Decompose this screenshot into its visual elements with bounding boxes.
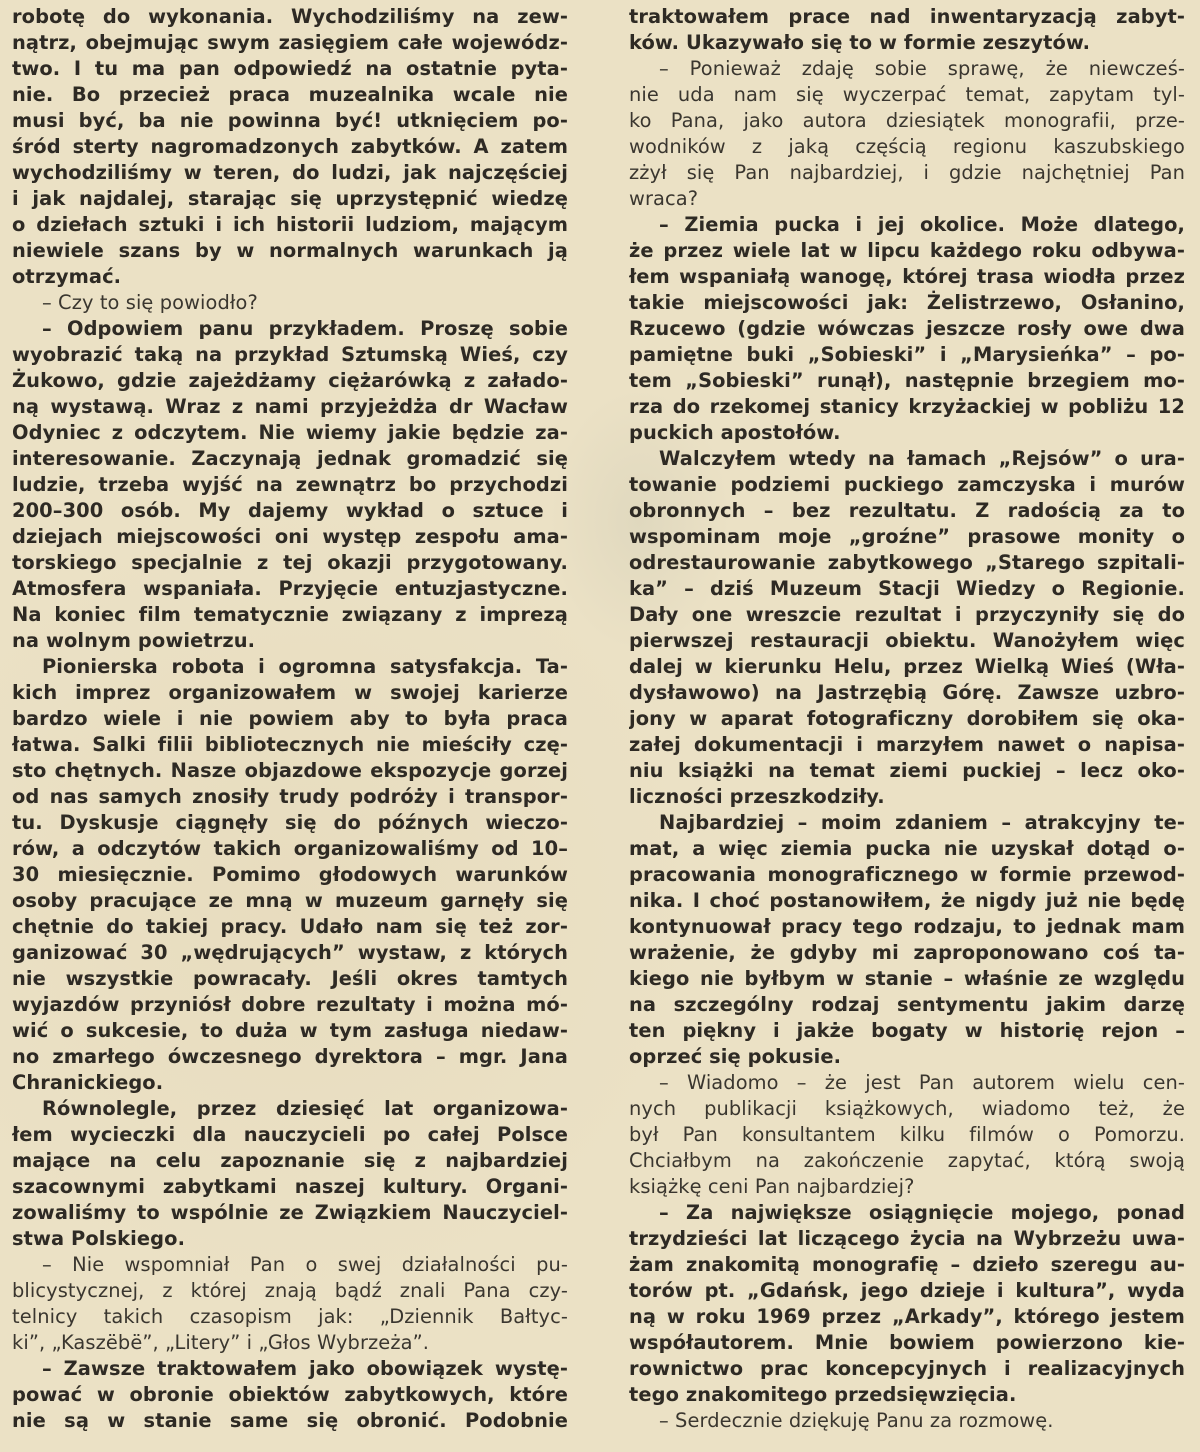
answer-text-line: wyjazdów przyniósł dobre rezultaty i można mó- [12,993,568,1016]
answer-text-line: ka” – dziś Muzeum Stacji Wiedzy o Regionie. [629,577,1185,600]
answer-text-line: tu. Dyskusje ciągnęły się do późnych wieczo- [12,811,568,834]
interviewer-question-line: – Serdecznie dziękuję Panu za rozmowę. [659,1409,1054,1432]
interviewer-question-line: – Wiadomo – że jest Pan autorem wielu cen- [659,1071,1185,1094]
answer-text-line: interesowanie. Zaczynają jednak gromadzić się [12,447,568,470]
answer-text-line: szacownymi zabytkami naszej kultury. Organi- [12,1175,568,1198]
answer-text-line: wić o sukcesie, to duża w tym zasługa niedaw- [12,1019,568,1042]
answer-text-line: 30 miesięcznie. Pomimo głodowych warunków [12,863,568,886]
answer-text-line: stwa Polskiego. [12,1227,186,1250]
answer-text-line: współautorem. Mnie bowiem powierzono kie- [629,1331,1185,1354]
answer-text-line: oprzeć się pokusie. [629,1045,842,1068]
answer-text-line: osoby pracujące ze mną w muzeum garnęły się [12,889,568,912]
interviewer-question-line: był Pan konsultantem kilku filmów o Pomorzu. [629,1123,1185,1146]
answer-text-line: Równolegle, przez dziesięć lat organizowa- [42,1097,568,1120]
answer-text-line: wyobrazić taką na przykład Sztumską Wieś, czy [12,343,568,366]
answer-text-line: two. I tu ma pan odpowiedź na ostatnie pyta- [12,57,568,80]
answer-text-line: mające na celu zapoznanie się z najbardziej [12,1149,568,1172]
answer-text-line: wspominam moje „groźne” prasowe monity o [629,525,1185,548]
interviewer-question-line: – Ponieważ zdaję sobie sprawę, że niewcześ- [659,57,1185,80]
answer-text-line: żam znakomitą monografię – dzieło szeregu au- [629,1253,1185,1276]
answer-text-line: robotę do wykonania. Wychodziliśmy na zew- [12,5,568,28]
answer-text-line: pamiętne buki „Sobieski” i „Marysieńka” – po- [629,343,1185,366]
answer-text-line: pować w obronie obiektów zabytkowych, które [12,1383,568,1406]
answer-text-line: dysławowo) na Jastrzębią Górę. Zawsze uzbro- [629,681,1185,704]
interviewer-question-line: zżył się Pan najbardziej, i gdzie najchętniej Pan [629,161,1185,184]
answer-text-line: Chranickiego. [12,1071,164,1094]
answer-text-line: od nas samych znosiły trudy podróży i transpor- [12,785,568,808]
interviewer-question-line: Chciałbym na zakończenie zapytać, którą swoją [629,1149,1185,1172]
answer-text-line: jony w aparat fotograficzny dorobiłem się oka- [629,707,1185,730]
answer-text-line: na wolnym powietrzu. [12,629,256,652]
answer-text-line: łem wycieczki dla nauczycieli po całej Polsce [12,1123,568,1146]
answer-text-line: otrzymać. [12,265,122,288]
answer-text-line: ganizować 30 „wędrujących” wystaw, z których [12,941,568,964]
answer-text-line: pracowania monograficznego w formie przewod- [629,863,1185,886]
answer-text-line: musi być, ba nie powinna być! utknięciem po- [12,109,568,132]
answer-text-line: torskiego specjalnie z tej okazji przygotowany. [12,551,568,574]
answer-text-line: rza do rzekomej stanicy krzyżackiej w pobliżu 12 [629,395,1185,418]
answer-text-line: – Zawsze traktowałem jako obowiązek wystę- [42,1357,568,1380]
answer-text-line: traktowałem prace nad inwentaryzacją zabyt- [629,5,1185,28]
answer-text-line: pierwszej restauracji obiektu. Wanożyłem więc [629,629,1185,652]
answer-text-line: niu książki na temat ziemi puckiej – lecz oko- [629,759,1185,782]
answer-text-line: o dziełach sztuki i ich historii ludziom, mającym [12,213,568,236]
answer-text-line: kiego nie byłbym w stanie – właśnie ze względu [629,967,1185,990]
interviewer-question-line: wodników z jaką częścią regionu kaszubskiego [629,135,1185,158]
answer-text-line: Walczyłem wtedy na łamach „Rejsów” o ura- [659,447,1185,470]
interviewer-question-line: książkę ceni Pan najbardziej? [629,1175,915,1198]
interviewer-question-line: – Czy to się powiodło? [42,291,258,314]
text-column-left [12,4,568,1434]
answer-text-line: na szczególny rodzaj sentymentu jakim darzę [629,993,1185,1016]
answer-text-line: dziejach miejscowości oni występ zespołu ama- [12,525,568,548]
interviewer-question-line: ko Pana, jako autora dziesiątek monografii, prze- [629,109,1185,132]
answer-text-line: Rzucewo (gdzie wówczas jeszcze rosły owe dwa [629,317,1185,340]
answer-text-line: liczności przeszkodziły. [629,785,885,808]
answer-text-line: że przez wiele lat w lipcu każdego roku odbywa- [629,239,1185,262]
answer-text-line: rów, a odczytów takich organizowaliśmy od 10– [12,837,568,860]
answer-text-line: Atmosfera wspaniała. Przyjęcie entuzjastyczne. [12,577,568,600]
answer-text-line: takie miejscowości jak: Żelistrzewo, Osłanino, [629,291,1185,314]
text-column-right [629,4,1185,1434]
answer-text-line: puckich apostołów. [629,421,841,444]
answer-text-line: ną w roku 1969 przez „Arkady”, którego jestem [629,1305,1185,1328]
answer-text-line: wychodziliśmy w teren, do ludzi, jak najczęściej [12,161,568,184]
answer-text-line: kich imprez organizowałem w swojej karierze [12,681,568,704]
interviewer-question-line: nie uda nam się wyczerpać temat, zapytam tyl- [629,83,1185,106]
interviewer-question-line: – Nie wspomniał Pan o swej działalności pu- [42,1253,568,1276]
answer-text-line: nątrz, obejmując swym zasięgiem całe wojewódz- [12,31,568,54]
answer-text-line: ten piękny i jakże bogaty w historię rejon – [629,1019,1185,1042]
answer-text-line: obronnych – bez rezultatu. Z radością za to [629,499,1185,522]
answer-text-line: i jak najdalej, starając się uprzystępnić wiedzę [12,187,568,210]
answer-text-line: łem wspaniałą wanogę, której trasa wiodła przez [629,265,1185,288]
answer-text-line: tego znakomitego przedsięwzięcia. [629,1383,1017,1406]
answer-text-line: Pionierska robota i ogromna satysfakcja. Ta- [42,655,568,678]
answer-text-line: torów pt. „Gdańsk, jego dzieje i kultura”, wyda [629,1279,1185,1302]
answer-text-line: dalej w kierunku Helu, przez Wielką Wieś (Wła- [629,655,1185,678]
answer-text-line: towanie podziemi puckiego zamczyska i murów [629,473,1185,496]
answer-text-line: załej dokumentacji i marzyłem nawet o napisa- [629,733,1185,756]
answer-text-line: Dały one wreszcie rezultat i przyczyniły się do [629,603,1185,626]
answer-text-line: zowaliśmy to wspólnie ze Związkiem Nauczyciel- [12,1201,568,1224]
answer-text-line: tem „Sobieski” runął), następnie brzegiem mo- [629,369,1185,392]
answer-text-line: chętnie do takiej pracy. Udało nam się też zor- [12,915,568,938]
answer-text-line: 200–300 osób. My dajemy wykład o sztuce i [12,499,568,522]
answer-text-line: trzydzieści lat liczącego życia na Wybrzeżu uwa- [629,1227,1185,1250]
answer-text-line: kontynuował pracy tego rodzaju, to jednak mam [629,915,1185,938]
interviewer-question-line: nych publikacji książkowych, wiadomo też, że [629,1097,1185,1120]
answer-text-line: – Odpowiem panu przykładem. Proszę sobie [42,317,568,340]
answer-text-line: niewiele szans by w normalnych warunkach ją [12,239,568,262]
answer-text-line: Odyniec z odczytem. Nie wiemy jakie będzie za- [12,421,568,444]
answer-text-line: Żukowo, gdzie zajeżdżamy ciężarówką z załado- [12,369,568,392]
interviewer-question-line: telnicy takich czasopism jak: „Dziennik Bałtyc- [12,1305,568,1328]
answer-text-line: wrażenie, że gdyby mi zaproponowano coś ta- [629,941,1185,964]
answer-text-line: sto chętnych. Nasze objazdowe ekspozycje gorzej [12,759,568,782]
answer-text-line: Najbardziej – moim zdaniem – atrakcyjny te- [659,811,1185,834]
answer-text-line: – Za największe osiągnięcie mojego, ponad [659,1201,1185,1224]
answer-text-line: ludzie, trzeba wyjść na zewnątrz bo przychodzi [12,473,568,496]
answer-text-line: rownictwo prac koncepcyjnych i realizacyjnych [629,1357,1185,1380]
interviewer-question-line: blicystycznej, z której znają bądź znali Pana czy- [12,1279,568,1302]
answer-text-line: bardzo wiele i nie powiem aby to była praca [12,707,568,730]
answer-text-line: nie wszystkie powracały. Jeśli okres tamtych [12,967,568,990]
answer-text-line: łatwa. Salki filii bibliotecznych nie mieściły czę- [12,733,568,756]
answer-text-line: mat, a więc ziemia pucka nie uzyskał dotąd o- [629,837,1185,860]
interviewer-question-line: wraca? [629,187,699,210]
answer-text-line: – Ziemia pucka i jej okolice. Może dlatego, [659,213,1185,236]
answer-text-line: odrestaurowanie zabytkowego „Starego szpitali- [629,551,1185,574]
answer-text-line: ną wystawą. Wraz z nami przyjeżdża dr Wacław [12,395,568,418]
answer-text-line: nika. I choć postanowiłem, że nigdy już nie będę [629,889,1185,912]
answer-text-line: ków. Ukazywało się to w formie zeszytów. [629,31,1091,54]
answer-text-line: śród sterty nagromadzonych zabytków. A zatem [12,135,568,158]
answer-text-line: no zmarłego ówczesnego dyrektora – mgr. Jana [12,1045,568,1068]
answer-text-line: nie. Bo przecież praca muzealnika wcale nie [12,83,568,106]
answer-text-line: nie są w stanie same się obronić. Podobnie [12,1409,568,1432]
interviewer-question-line: ki”, „Kaszëbë”, „Litery” i „Głos Wybrzeża”. [12,1331,429,1354]
answer-text-line: Na koniec film tematycznie związany z imprezą [12,603,568,626]
